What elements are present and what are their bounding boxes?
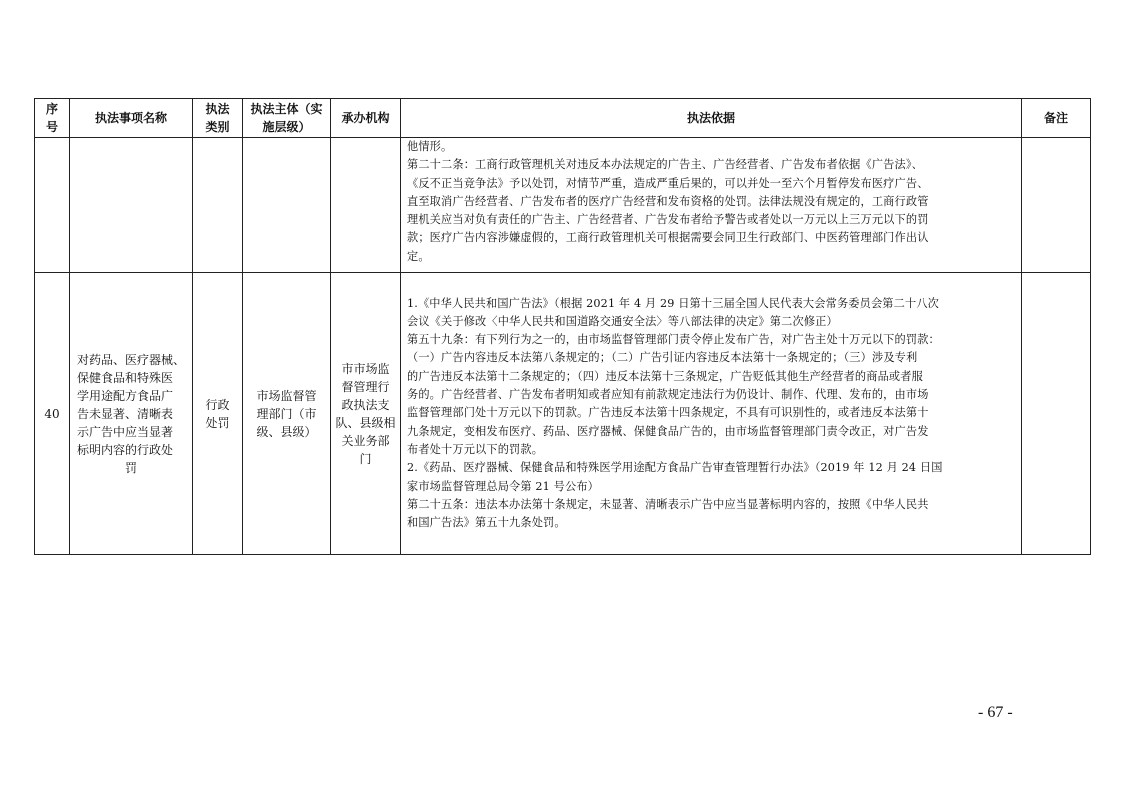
- header-basis: 执法依据: [401, 99, 1022, 138]
- cell-basis: [401, 273, 1022, 555]
- basis-line: 务的。广告经营者、广告发布者明知或者应知有前款规定违法行为仍设计、制作、代理、发布的，由市场: [407, 388, 929, 402]
- basis-line: 监督管理部门处十万元以下的罚款。广告违反本法第十四条规定，不具有可识别性的，或者违反本法第十: [407, 406, 929, 420]
- basis-line: 第五十九条：有下列行为之一的，由市场监督管理部门责令停止发布广告，对广告主处十万元以下的罚款：: [407, 333, 940, 347]
- basis-line: 理机关应当对负有责任的广告主、广告经营者、广告发布者给予警告或者处以一万元以上三万元以下的罚: [407, 213, 929, 227]
- basis-line: 家市场监督管理总局令第 21 号公布）: [407, 479, 600, 493]
- header-subject: 执法主体（实施层级）: [243, 99, 331, 138]
- cell-agency: 市市场监 督管理行 政执法支 队、县级相 关业务部 门: [331, 273, 401, 555]
- basis-line: （一）广告内容违反本法第八条规定的；（二）广告引证内容违反本法第十一条规定的；（三）涉及专利: [407, 351, 918, 365]
- basis-line: 款；医疗广告内容涉嫌虚假的，工商行政管理机关可根据需要会同卫生行政部门、中医药管理部门作出认: [407, 231, 929, 245]
- basis-line: 2.《药品、医疗器械、保健食品和特殊医学用途配方食品广告审查管理暂行办法》（2019 年 12 月 24 日国: [407, 461, 943, 475]
- cell-remarks: [1022, 273, 1091, 555]
- basis-line: 他情形。: [407, 140, 453, 153]
- basis-line: 第二十二条：工商行政管理机关对违反本办法规定的广告主、广告经营者、广告发布者依据《广告法》、: [407, 158, 923, 172]
- table-row-continued: [35, 138, 1091, 273]
- table-header-row: [35, 99, 1091, 138]
- cell-item-name: [70, 138, 193, 273]
- basis-line: 布者处十万元以下的罚款。: [407, 442, 544, 456]
- item-name-text: 对药品、医疗器械、 保健食品和特殊医 学用途配方食品广 告未显著、清晰表 示广告中应当显著 标明内容的行政处 罚: [76, 352, 185, 475]
- basis-line: 和国广告法》第五十九条处罚。: [407, 516, 566, 530]
- cell-seq: 40: [35, 273, 70, 555]
- header-seq: 序号: [35, 99, 70, 138]
- cell-basis: [401, 138, 1022, 273]
- header-remarks: 备注: [1022, 99, 1091, 138]
- basis-line: 九条规定，变相发布医疗、药品、医疗器械、保健食品广告的，由市场监督管理部门责令改正，对广告发: [407, 424, 929, 438]
- table-row-40: [35, 273, 1091, 555]
- law-enforcement-table: [34, 98, 1091, 555]
- cell-remarks: [1022, 138, 1091, 273]
- cell-subject: [243, 138, 331, 273]
- basis-line: 1.《中华人民共和国广告法》（根据 2021 年 4 月 29 日第十三届全国人民代表大会常务委员会第二十八次: [407, 296, 939, 310]
- cell-item-name: [70, 273, 193, 555]
- basis-line: 《反不正当竞争法》予以处罚，对情节严重，造成严重后果的，可以并处一至六个月暂停发布医疗广告、: [407, 176, 929, 190]
- cell-category: [193, 138, 243, 273]
- basis-line: 第二十五条：违法本办法第十条规定，未显著、清晰表示广告中应当显著标明内容的，按照《中华人民共: [407, 497, 929, 511]
- cell-seq: [35, 138, 70, 273]
- page-number: - 67 -: [978, 704, 1013, 721]
- cell-agency: [331, 138, 401, 273]
- basis-line: 定。: [407, 249, 430, 263]
- header-agency: 承办机构: [331, 99, 401, 138]
- header-item-name: 执法事项名称: [70, 99, 193, 138]
- header-category: 执法类别: [193, 99, 243, 138]
- cell-category: 行政 处罚: [193, 273, 243, 555]
- basis-line: 会议《关于修改〈中华人民共和国道路交通安全法〉等八部法律的决定》第二次修正）: [407, 314, 838, 328]
- basis-line: 直至取消广告经营者、广告发布者的医疗广告经营和发布资格的处罚。法律法规没有规定的，工商行政管: [407, 194, 929, 208]
- basis-line: 的广告违反本法第十二条规定的；（四）违反本法第十三条规定，广告贬低其他生产经营者的商品或者服: [407, 369, 923, 383]
- cell-subject: 市场监督管 理部门（市 级、县级）: [243, 273, 331, 555]
